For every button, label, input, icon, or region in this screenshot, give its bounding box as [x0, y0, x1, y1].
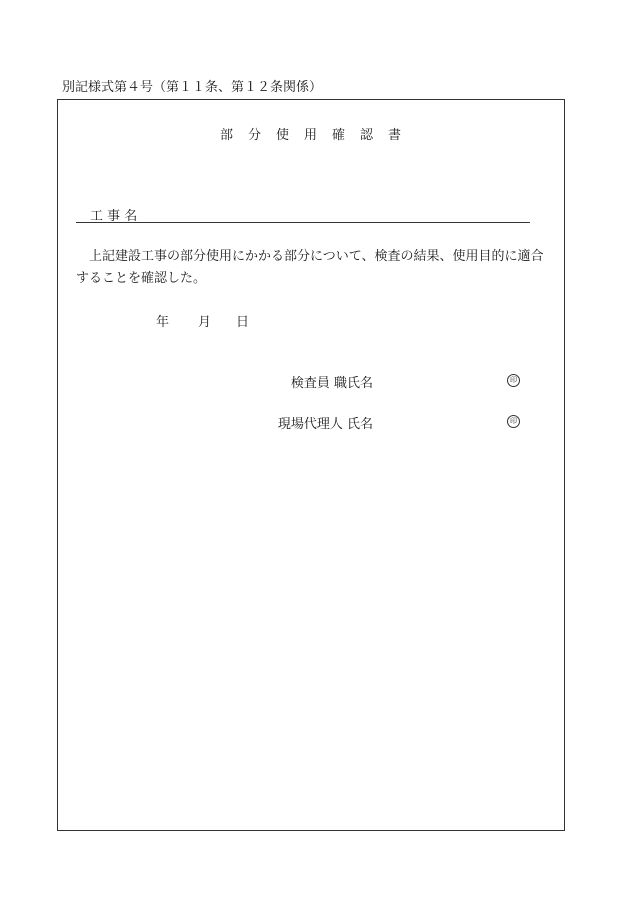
confirmation-statement: 上記建設工事の部分使用にかかる部分について、検査の結果、使用目的に適合することを確認した。 — [76, 249, 544, 286]
inspector-name-label: 検査員 職氏名 — [290, 376, 373, 391]
document-title: 部 分 使 用 確 認 書 — [219, 128, 402, 143]
form-number-caption: 別記様式第４号（第１１条、第１２条関係） — [62, 80, 323, 95]
inspector-seal-icon: 印 — [507, 374, 520, 387]
date-day-label: 日 — [236, 315, 250, 330]
site-agent-seal-icon: 印 — [507, 415, 520, 428]
date-year-label: 年 — [156, 315, 170, 330]
document-frame — [57, 99, 565, 831]
date-month-label: 月 — [198, 315, 212, 330]
project-name-field[interactable] — [76, 208, 530, 223]
project-name-label: 工 事 名 — [90, 209, 138, 224]
site-agent-name-label: 現場代理人 氏名 — [277, 417, 373, 432]
date-line — [156, 311, 249, 330]
